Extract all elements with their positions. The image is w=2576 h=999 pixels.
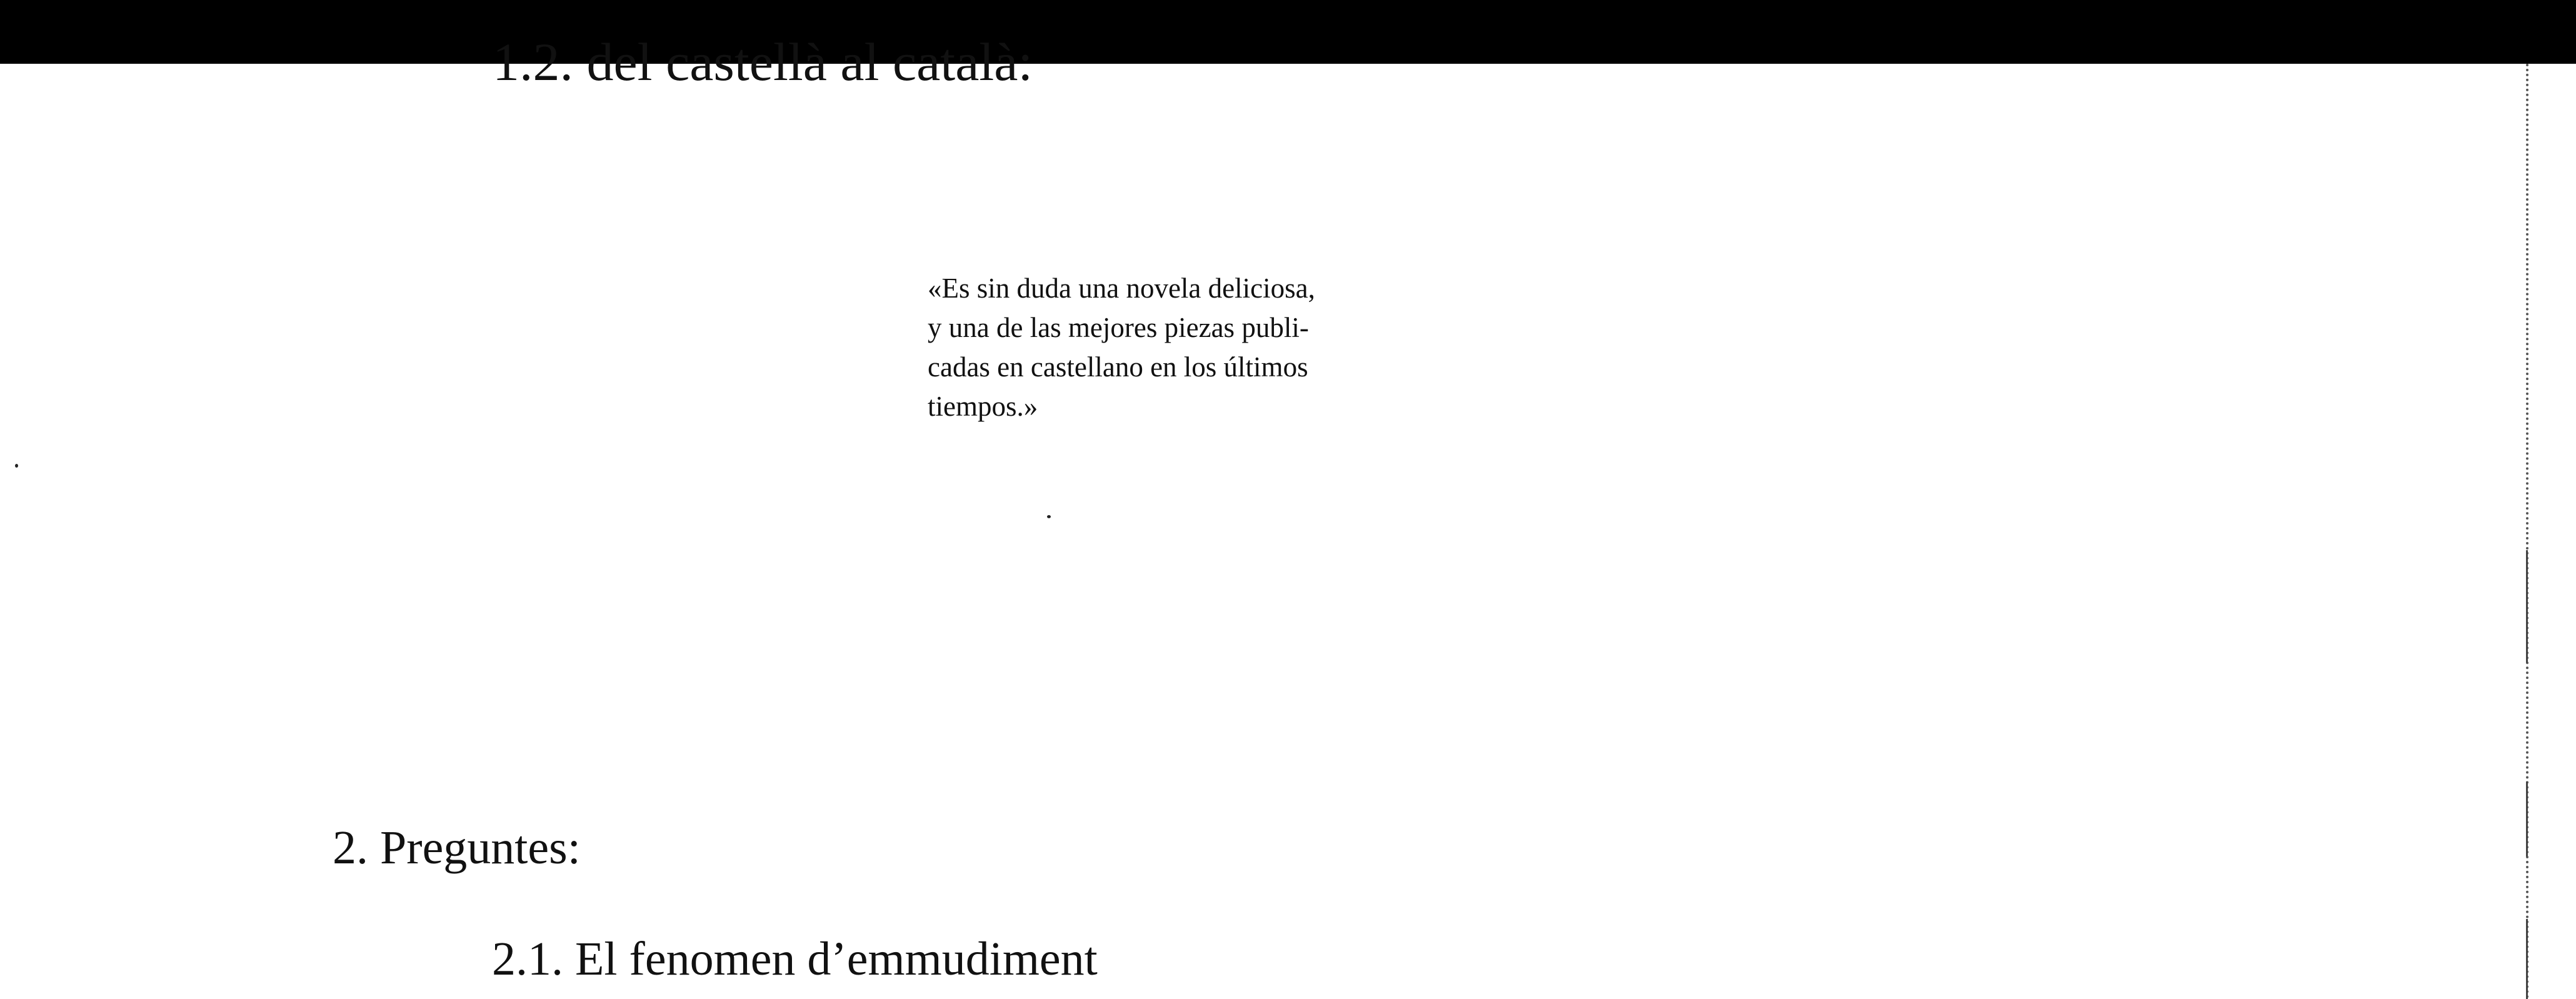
- quote-block: [928, 269, 1315, 426]
- quote-line: tiempos.»: [928, 391, 1038, 422]
- heading-2: 2. Preguntes:: [333, 821, 581, 874]
- heading-1-2: 1.2. del castellà al català:: [493, 32, 1033, 92]
- quote-line: cadas en castellano en los últimos: [928, 351, 1308, 383]
- scan-top-bar: [0, 0, 2576, 64]
- page-edge-segment: [2526, 550, 2528, 663]
- page-edge-segment: [2526, 919, 2528, 999]
- quote-line: y una de las mejores piezas publi-: [928, 312, 1309, 343]
- page-edge-segment: [2526, 781, 2528, 856]
- scan-speck: [15, 464, 18, 468]
- page-edge-line: [2526, 64, 2528, 999]
- quote-line: «Es sin duda una novela deliciosa,: [928, 273, 1315, 304]
- heading-2-1: 2.1. El fenomen d’emmudiment: [492, 933, 1098, 985]
- scan-speck: [1047, 515, 1051, 518]
